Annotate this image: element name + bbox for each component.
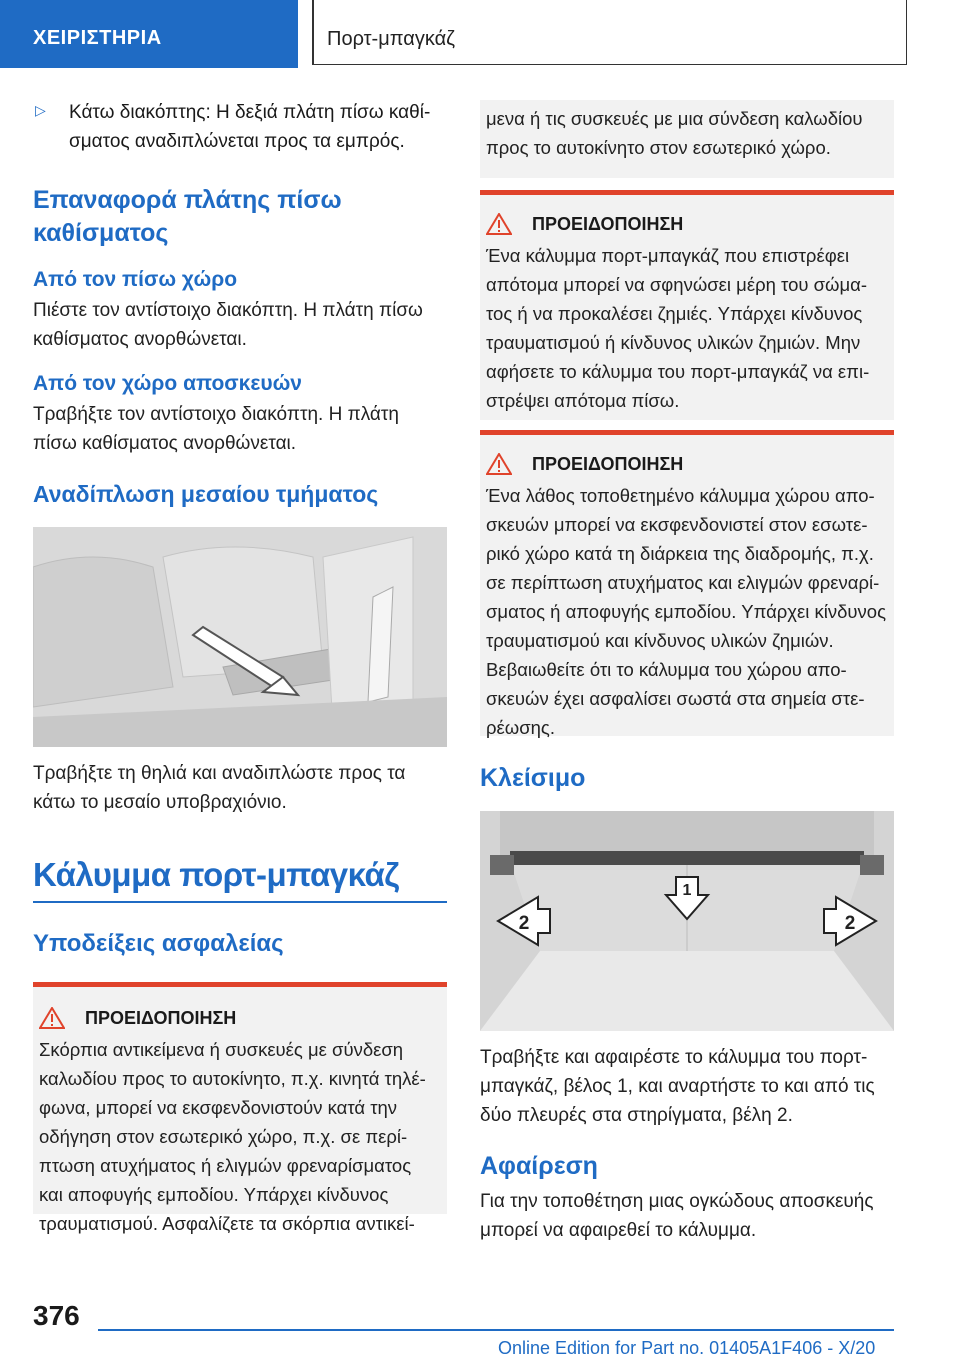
left-column <box>33 98 447 1234</box>
bullet-text: Κάτω διακόπτης: Η δεξιά πλάτη πίσω καθίσματος αναδιπλώνεται προς τα εμπρός. <box>69 102 431 152</box>
chapter-header <box>312 0 907 65</box>
warning-title: ΠΡΟΕΙΔΟΠΟΙΗΣΗ <box>532 213 684 234</box>
paragraph-close: Τραβήξτε και αφαιρέστε το κάλυμμα του πορτ-μπαγκάζ, βέλος 1, και αναρτήστε το και από τις δύο πλευρές στα στηρίγματα, βέλη 2. <box>480 1047 875 1126</box>
cargo-cover-photo <box>480 811 894 1031</box>
warning-triangle-icon <box>39 1007 65 1029</box>
edition-link[interactable]: Online Edition for Part no. 01405A1F406 - X/20 <box>498 1338 876 1358</box>
heading-fold: Αναδίπλωση μεσαίου τμήματος <box>33 481 379 507</box>
warning-header <box>486 213 886 235</box>
section-tab <box>0 0 298 68</box>
armrest-photo <box>33 527 447 747</box>
arrow-label-1: 1 <box>682 882 692 899</box>
warning-text-cont: μενα ή τις συσκευές με μια σύνδεση καλωδίου προς το αυτοκίνητο στον εσωτερικό χώρο. <box>486 108 863 158</box>
arrow-label-2-right: 2 <box>844 913 856 934</box>
warning-box-3 <box>480 430 894 736</box>
section-label: ΧΕΙΡΙΣΤΗΡΙΑ <box>33 27 162 49</box>
heading-remove: Αφαίρεση <box>480 1152 598 1180</box>
cargo-cover-illustration <box>480 811 894 1031</box>
footer-rule <box>98 1329 894 1331</box>
heading-close: Κλείσιμο <box>480 764 586 792</box>
bullet-triangle-icon: ▷ <box>35 102 46 118</box>
warning-text: Ένα λάθος τοποθετημένο κάλυμμα χώρου αποσκευών μπορεί να εκσφενδονιστεί στον εσωτερικό χώρο κατά τη διάρκεια της διαδρομής, π.χ. σε περίπτωση ατυχήματος και ελιγμών φρεναρίσματος ή αποφυγής εμποδίου. Υπάρχει κίνδυνος τραυματισμού και κίνδυνος υλικών ζημιών. Βεβαιωθείτε ότι το κάλυμμα του χώρου αποσκευών έχει ασφαλίσει σωστά στα σημεία στερέωσης. <box>486 485 886 738</box>
warning-text: Ένα κάλυμμα πορτ-μπαγκάζ που επιστρέφει απότομα μπορεί να σφηνώσει μέρη του σώματος ή να προκαλέσει ζημιές. Υπάρχει κίνδυνος τραυματισμού ή κίνδυνος υλικών ζημιών. Μην αφήσετε το κάλυμμα του πορτ-μπαγκάζ να επιστρέψει απότομα πίσω. <box>486 245 870 411</box>
subheading-rear: Από τον πίσω χώρο <box>33 268 238 291</box>
subheading-luggage: Από τον χώρο αποσκευών <box>33 372 302 395</box>
paragraph-rear: Πιέστε τον αντίστοιχο διακόπτη. Η πλάτη πίσω καθίσματος ανορθώνεται. <box>33 300 423 350</box>
warning-header <box>39 1007 439 1029</box>
warning-header <box>486 453 886 475</box>
heading-safety: Υποδείξεις ασφαλείας <box>33 930 284 957</box>
heading-reset: Επαναφορά πλάτης πίσω καθίσματος <box>33 186 342 247</box>
warning-text: Σκόρπια αντικείμενα ή συσκευές με σύνδεση καλωδίου προς το αυτοκίνητο, π.χ. κινητά τηλέφωνα, μπορεί να εκσφενδονιστούν κατά την οδήγηση στον εσωτερικό χώρο, π.χ. σε περίπτωση ατυχήματος ή ελιγμών φρεναρίσματος και αποφυγής εμποδίου. Υπάρχει κίνδυνος τραυματισμού. Ασφαλίζετε τα σκόρπια αντικεί- <box>39 1039 426 1234</box>
warning-box-1-cont <box>480 100 894 178</box>
heading-rule <box>33 901 447 903</box>
heading-cover: Κάλυμμα πορτ-μπαγκάζ <box>33 856 399 893</box>
warning-box-1 <box>33 982 447 1234</box>
warning-title: ΠΡΟΕΙΔΟΠΟΙΗΣΗ <box>85 1007 237 1028</box>
chapter-title: Πορτ-μπαγκάζ <box>327 28 455 50</box>
armrest-illustration <box>33 527 447 747</box>
warning-box-2 <box>480 190 894 420</box>
warning-triangle-icon <box>486 453 512 475</box>
arrow-label-2-left: 2 <box>518 913 530 934</box>
warning-triangle-icon <box>486 213 512 235</box>
paragraph-remove: Για την τοποθέτηση μιας ογκώδους αποσκευής μπορεί να αφαιρεθεί το κάλυμμα. <box>480 1191 874 1241</box>
paragraph-fold: Τραβήξτε τη θηλιά και αναδιπλώστε προς τα κάτω το μεσαίο υποβραχιόνιο. <box>33 763 406 813</box>
right-column <box>480 100 894 1245</box>
paragraph-luggage: Τραβήξτε τον αντίστοιχο διακόπτη. Η πλάτη πίσω καθίσματος ανορθώνεται. <box>33 404 399 454</box>
page-number: 376 <box>33 1300 80 1331</box>
bullet-item <box>33 98 447 156</box>
warning-title: ΠΡΟΕΙΔΟΠΟΙΗΣΗ <box>532 453 684 474</box>
